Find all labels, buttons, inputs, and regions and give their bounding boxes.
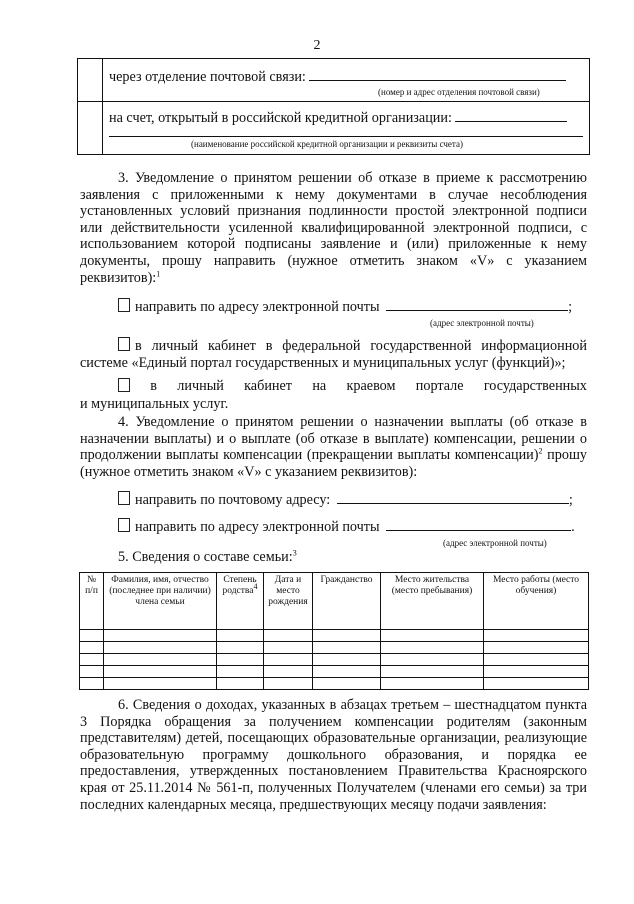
family-table bbox=[79, 572, 589, 690]
s4-post-option bbox=[118, 491, 573, 509]
s3-krai-word: личный bbox=[177, 378, 224, 394]
s3-email-end: ; bbox=[568, 299, 573, 315]
bank-account-field-line2[interactable] bbox=[109, 136, 583, 137]
post-office-hint: (номер и адрес отделения почтовой связи) bbox=[378, 87, 540, 97]
s3-krai-word: в bbox=[150, 378, 157, 394]
s3-email-hint: (адрес электронной почты) bbox=[430, 318, 534, 328]
s3-gosuslugi-option bbox=[80, 337, 587, 371]
s4-post-field[interactable] bbox=[337, 491, 569, 504]
post-office-label: через отделение почтовой связи: bbox=[109, 69, 306, 85]
s3-email-label: направить по адресу электронной почты bbox=[135, 299, 380, 315]
page-number: 2 bbox=[313, 38, 321, 53]
bank-account-field[interactable] bbox=[455, 109, 567, 122]
table-row[interactable] bbox=[80, 630, 589, 642]
section-3-text: 3. Уведомление о принятом решении об отказе в приеме к рассмотрению заявления с приложенными к нему документами в случае несоблюдения установленных условий признания подлинности простой электронной подписи или действительности усиленной квалифицированной электронной подписи, с использованием которой подписаны заявление и (или) приложенные к нему документы, прошу направить (нужное отметить знаком «V» с указанием реквизитов):$^1$ bbox=[80, 170, 587, 286]
post-office-field[interactable] bbox=[309, 68, 566, 81]
family-table-header bbox=[80, 573, 589, 630]
s3-krai-option bbox=[118, 378, 587, 395]
col-fullname: Фамилия, имя, отчество (последнее при наличии) члена семьи bbox=[104, 573, 217, 630]
s4-post-label: направить по почтовому адресу: bbox=[135, 492, 331, 508]
s4-email-label: направить по адресу электронной почты bbox=[135, 519, 380, 535]
section-5-title: 5. Сведения о составе семьи:$^3$ bbox=[118, 548, 297, 565]
col-birth: Дата и место рождения bbox=[264, 573, 313, 630]
s4-email-end: . bbox=[571, 519, 575, 535]
s3-krai-word: государственных bbox=[483, 378, 587, 394]
s4-email-hint: (адрес электронной почты) bbox=[443, 538, 547, 548]
col-relation: Степень родства$^4$ bbox=[217, 573, 264, 630]
bank-account-label: на счет, открытый в российской кредитной организации: bbox=[109, 110, 452, 126]
s4-email-option bbox=[118, 518, 575, 536]
s3-krai-word: кабинет bbox=[244, 378, 293, 394]
col-work: Место работы (место обучения) bbox=[484, 573, 589, 630]
s4-email-field[interactable] bbox=[386, 518, 571, 531]
s3-krai-word: краевом bbox=[346, 378, 396, 394]
table-row[interactable] bbox=[80, 654, 589, 666]
col-number: № п/п bbox=[80, 573, 104, 630]
table-row-divider bbox=[78, 101, 589, 102]
s3-gosuslugi-checkbox[interactable] bbox=[118, 337, 130, 351]
s4-email-checkbox[interactable] bbox=[118, 518, 130, 532]
col-citizenship: Гражданство bbox=[313, 573, 381, 630]
s3-krai-checkbox[interactable] bbox=[118, 378, 130, 392]
s4-post-checkbox[interactable] bbox=[118, 491, 130, 505]
s3-email-checkbox[interactable] bbox=[118, 298, 130, 312]
s3-krai-continued: и муниципальных услуг. bbox=[80, 396, 229, 412]
s3-email-field[interactable] bbox=[386, 298, 568, 311]
col-residence: Место жительства (место пребывания) bbox=[381, 573, 484, 630]
section-6-text: 6. Сведения о доходах, указанных в абзацах третьем – шестнадцатом пункта 3 Порядка обращения за получением компенсации родителям (законным представителям) детей, посещающих образовательные организации, реализующие образовательную программу дошкольного образования, и порядка ее предоставления, утвержденных постановлением Правительства Красноярского края от 25.11.2014 № 561-п, полученных Получателем (членами его семьи) за три последних календарных месяца, предшествующих месяцу подачи заявления: bbox=[80, 697, 587, 813]
bank-account-hint: (наименование российской кредитной организации и реквизиты счета) bbox=[191, 139, 463, 149]
s4-post-end: ; bbox=[568, 492, 573, 508]
table-row[interactable] bbox=[80, 642, 589, 654]
s3-gosuslugi-label: в личный кабинет в федеральной государственной информационной системе «Единый портал государственных и муниципальных услуг (функций)»; bbox=[80, 338, 587, 371]
s3-email-option bbox=[118, 298, 572, 316]
table-row[interactable] bbox=[80, 678, 589, 690]
bank-account-row bbox=[109, 109, 567, 127]
payment-method-table bbox=[77, 58, 590, 155]
s3-krai-word: на bbox=[312, 378, 327, 394]
post-office-row bbox=[109, 68, 566, 86]
table-column-divider bbox=[102, 59, 103, 154]
section-4-text: 4. Уведомление о принятом решении о назначении выплаты (об отказе в назначении выплаты) и о выплате (об отказе в выплате) компенсации, решении о продолжении выплаты компенсации (прекращении выплаты компенсации)$^2$ прошу (нужное отметить знаком «V» с указанием реквизитов): bbox=[80, 414, 587, 480]
s3-krai-word: портале bbox=[415, 378, 464, 394]
table-row[interactable] bbox=[80, 666, 589, 678]
